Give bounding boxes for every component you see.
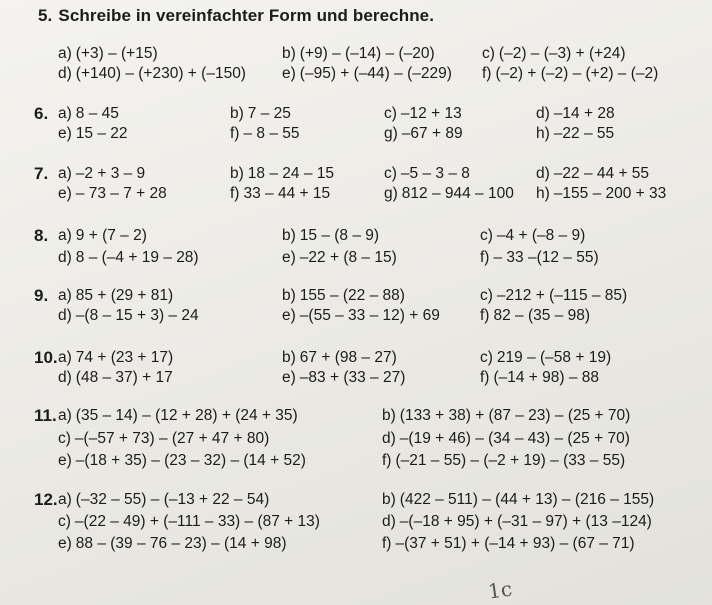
exercise-item	[282, 45, 435, 63]
item-label: b)	[382, 407, 396, 424]
item-label: f)	[230, 185, 240, 202]
exercise-item	[480, 369, 599, 387]
item-label: c)	[480, 287, 493, 304]
item-expression: (–14 + 98) – 88	[493, 369, 600, 386]
item-expression: – 33 –(12 – 55)	[493, 249, 599, 266]
item-expression: –155 – 200 + 33	[553, 185, 667, 202]
exercise-item	[382, 491, 654, 509]
item-label: d)	[536, 165, 550, 182]
exercise-item	[58, 307, 199, 325]
item-expression: 74 + (23 + 17)	[75, 349, 174, 366]
item-expression: – 8 – 55	[243, 125, 300, 142]
item-label: a)	[58, 227, 72, 244]
exercise-5-heading	[38, 6, 434, 26]
exercise-item	[480, 349, 611, 367]
item-expression: 155 – (22 – 88)	[299, 287, 405, 304]
exercise-item	[384, 185, 514, 203]
item-expression: 18 – 24 – 15	[247, 165, 334, 182]
item-label: f)	[480, 369, 490, 386]
item-label: a)	[58, 165, 72, 182]
item-expression: 88 – (39 – 76 – 23) – (14 + 98)	[75, 535, 287, 552]
item-expression: 7 – 25	[247, 105, 291, 122]
item-label: f)	[382, 452, 392, 469]
exercise-item	[382, 430, 630, 448]
item-expression: –(19 + 46) – (34 – 43) – (25 + 70)	[399, 430, 630, 447]
exercise-row	[0, 512, 712, 532]
exercise-item	[536, 185, 666, 203]
item-label: g)	[384, 125, 398, 142]
item-label: d)	[382, 513, 396, 530]
item-label: a)	[58, 105, 72, 122]
exercise-item	[382, 513, 652, 531]
exercise-number: 9.	[34, 286, 49, 305]
item-expression: –(37 + 51) + (–14 + 93) – (67 – 71)	[395, 535, 635, 552]
exercise-row	[0, 490, 712, 510]
exercise-item	[230, 185, 330, 203]
item-label: e)	[282, 65, 296, 82]
exercise-number: 7.	[34, 164, 49, 183]
item-expression: –2 + 3 – 9	[75, 165, 146, 182]
exercise-item	[480, 227, 585, 245]
exercise-row	[0, 44, 712, 64]
exercise-row	[0, 368, 712, 388]
item-expression: –14 + 28	[553, 105, 615, 122]
item-label: b)	[230, 105, 244, 122]
exercise-item	[382, 407, 630, 425]
item-expression: –(55 – 33 – 12) + 69	[299, 307, 440, 324]
item-label: c)	[480, 227, 493, 244]
item-label: c)	[480, 349, 493, 366]
item-expression: –(18 + 35) – (23 – 32) – (14 + 52)	[75, 452, 306, 469]
exercise-item	[58, 125, 128, 143]
item-label: a)	[58, 287, 72, 304]
item-label: d)	[58, 307, 72, 324]
item-label: e)	[282, 249, 296, 266]
exercise-row	[0, 226, 712, 246]
exercise-item	[282, 227, 379, 245]
item-expression: 82 – (35 – 98)	[493, 307, 590, 324]
item-label: c)	[384, 105, 397, 122]
item-label: a)	[58, 349, 72, 366]
item-expression: 15 – 22	[75, 125, 128, 142]
item-expression: (+3) – (+15)	[75, 45, 158, 62]
exercise-number: 5.	[38, 6, 53, 25]
item-expression: (–32 – 55) – (–13 + 22 – 54)	[75, 491, 270, 508]
item-expression: (+140) – (+230) + (–150)	[75, 65, 246, 82]
item-label: d)	[382, 430, 396, 447]
exercise-item	[282, 349, 397, 367]
item-expression: –5 – 3 – 8	[400, 165, 470, 182]
item-label: e)	[282, 307, 296, 324]
item-expression: –(–18 + 95) + (–31 – 97) + (13 –124)	[399, 513, 652, 530]
exercise-item	[282, 369, 405, 387]
item-label: c)	[384, 165, 397, 182]
exercise-item	[480, 249, 599, 267]
item-expression: (–95) + (–44) – (–229)	[299, 65, 452, 82]
item-label: g)	[384, 185, 398, 202]
item-label: f)	[480, 307, 490, 324]
item-expression: 33 – 44 + 15	[243, 185, 331, 202]
exercise-row	[0, 451, 712, 471]
item-expression: 67 + (98 – 27)	[299, 349, 397, 366]
exercise-item	[536, 165, 649, 183]
exercise-row	[0, 104, 712, 124]
exercise-number: 6.	[34, 104, 49, 123]
exercise-item	[384, 105, 462, 123]
exercise-item	[58, 65, 246, 83]
exercise-item	[382, 452, 625, 470]
item-label: d)	[58, 65, 72, 82]
item-expression: –22 – 55	[553, 125, 615, 142]
exercise-item	[58, 491, 269, 509]
exercise-row	[0, 306, 712, 326]
exercise-item	[282, 249, 397, 267]
item-label: e)	[282, 369, 296, 386]
item-expression: (–21 – 55) – (–2 + 19) – (33 – 55)	[395, 452, 626, 469]
item-label: f)	[480, 249, 490, 266]
handwritten-mark: 1c	[486, 576, 514, 604]
item-expression: (–2) + (–2) – (+2) – (–2)	[495, 65, 659, 82]
item-label: h)	[536, 125, 550, 142]
item-expression: (35 – 14) – (12 + 28) + (24 + 35)	[75, 407, 298, 424]
exercise-item	[480, 287, 627, 305]
exercise-row	[0, 534, 712, 554]
item-label: c)	[58, 430, 71, 447]
item-expression: 219 – (–58 + 19)	[496, 349, 612, 366]
item-expression: (48 – 37) + 17	[75, 369, 173, 386]
exercise-row	[0, 286, 712, 306]
exercise-row	[0, 124, 712, 144]
item-label: e)	[58, 535, 72, 552]
item-expression: 15 – (8 – 9)	[299, 227, 380, 244]
exercise-number: 10.	[34, 348, 58, 367]
exercise-item	[382, 535, 635, 553]
exercise-item	[58, 249, 199, 267]
item-expression: 9 + (7 – 2)	[75, 227, 147, 244]
item-label: f)	[382, 535, 392, 552]
item-expression: –(22 – 49) + (–111 – 33) – (87 + 13)	[74, 513, 320, 530]
exercise-item	[480, 307, 590, 325]
exercise-item	[282, 65, 452, 83]
item-label: b)	[230, 165, 244, 182]
exercise-item	[58, 185, 167, 203]
exercise-item	[482, 45, 626, 63]
exercise-item	[58, 165, 145, 183]
exercise-item	[58, 452, 306, 470]
item-label: b)	[282, 287, 296, 304]
exercise-item	[58, 287, 173, 305]
item-expression: 85 + (29 + 81)	[75, 287, 174, 304]
exercise-item	[384, 165, 470, 183]
item-expression: 812 – 944 – 100	[401, 185, 514, 202]
exercise-number: 11.	[34, 406, 57, 425]
item-label: b)	[282, 349, 296, 366]
item-expression: –22 – 44 + 55	[553, 165, 650, 182]
item-expression: –(8 – 15 + 3) – 24	[75, 307, 199, 324]
item-label: a)	[58, 407, 72, 424]
item-label: a)	[58, 45, 72, 62]
item-expression: 8 – 45	[75, 105, 119, 122]
item-expression: –(–57 + 73) – (27 + 47 + 80)	[74, 430, 270, 447]
exercise-item	[58, 45, 158, 63]
item-expression: –4 + (–8 – 9)	[496, 227, 586, 244]
item-label: c)	[482, 45, 495, 62]
exercise-row	[0, 164, 712, 184]
item-label: c)	[58, 513, 71, 530]
exercise-item	[536, 125, 614, 143]
exercise-item	[58, 227, 147, 245]
exercise-item	[482, 65, 658, 83]
item-label: d)	[58, 249, 72, 266]
exercise-item	[230, 125, 300, 143]
exercise-instruction: Schreibe in vereinfachter Form und berechne.	[58, 6, 435, 25]
exercise-item	[58, 369, 173, 387]
exercise-item	[230, 165, 334, 183]
exercise-item	[58, 349, 173, 367]
exercise-item	[58, 430, 269, 448]
item-expression: (+9) – (–14) – (–20)	[299, 45, 435, 62]
exercise-item	[58, 105, 119, 123]
exercise-item	[282, 307, 440, 325]
item-label: e)	[58, 452, 72, 469]
exercise-item	[536, 105, 615, 123]
item-label: e)	[58, 185, 72, 202]
item-label: a)	[58, 491, 72, 508]
item-label: e)	[58, 125, 72, 142]
item-expression: (133 + 38) + (87 – 23) – (25 + 70)	[399, 407, 631, 424]
item-label: b)	[282, 45, 296, 62]
item-label: d)	[536, 105, 550, 122]
item-expression: –22 + (8 – 15)	[299, 249, 397, 266]
item-expression: – 73 – 7 + 28	[75, 185, 167, 202]
exercise-number: 12.	[34, 490, 58, 509]
exercise-item	[230, 105, 291, 123]
exercise-item	[58, 535, 287, 553]
item-label: d)	[58, 369, 72, 386]
exercise-item	[282, 287, 405, 305]
item-expression: –67 + 89	[401, 125, 463, 142]
item-expression: (–2) – (–3) + (+24)	[498, 45, 626, 62]
item-expression: –83 + (33 – 27)	[299, 369, 406, 386]
exercise-item	[384, 125, 463, 143]
exercise-number: 8.	[34, 226, 49, 245]
exercise-row	[0, 348, 712, 368]
item-label: f)	[482, 65, 492, 82]
exercise-row	[0, 406, 712, 426]
exercise-row	[0, 429, 712, 449]
item-expression: 8 – (–4 + 19 – 28)	[75, 249, 199, 266]
item-label: h)	[536, 185, 550, 202]
item-label: f)	[230, 125, 240, 142]
exercise-row	[0, 64, 712, 84]
item-label: b)	[382, 491, 396, 508]
item-expression: (422 – 511) – (44 + 13) – (216 – 155)	[399, 491, 655, 508]
item-expression: –12 + 13	[400, 105, 462, 122]
exercise-item	[58, 513, 320, 531]
exercise-row	[0, 184, 712, 204]
exercise-item	[58, 407, 298, 425]
exercise-row	[0, 248, 712, 268]
item-label: b)	[282, 227, 296, 244]
item-expression: –212 + (–115 – 85)	[496, 287, 628, 304]
